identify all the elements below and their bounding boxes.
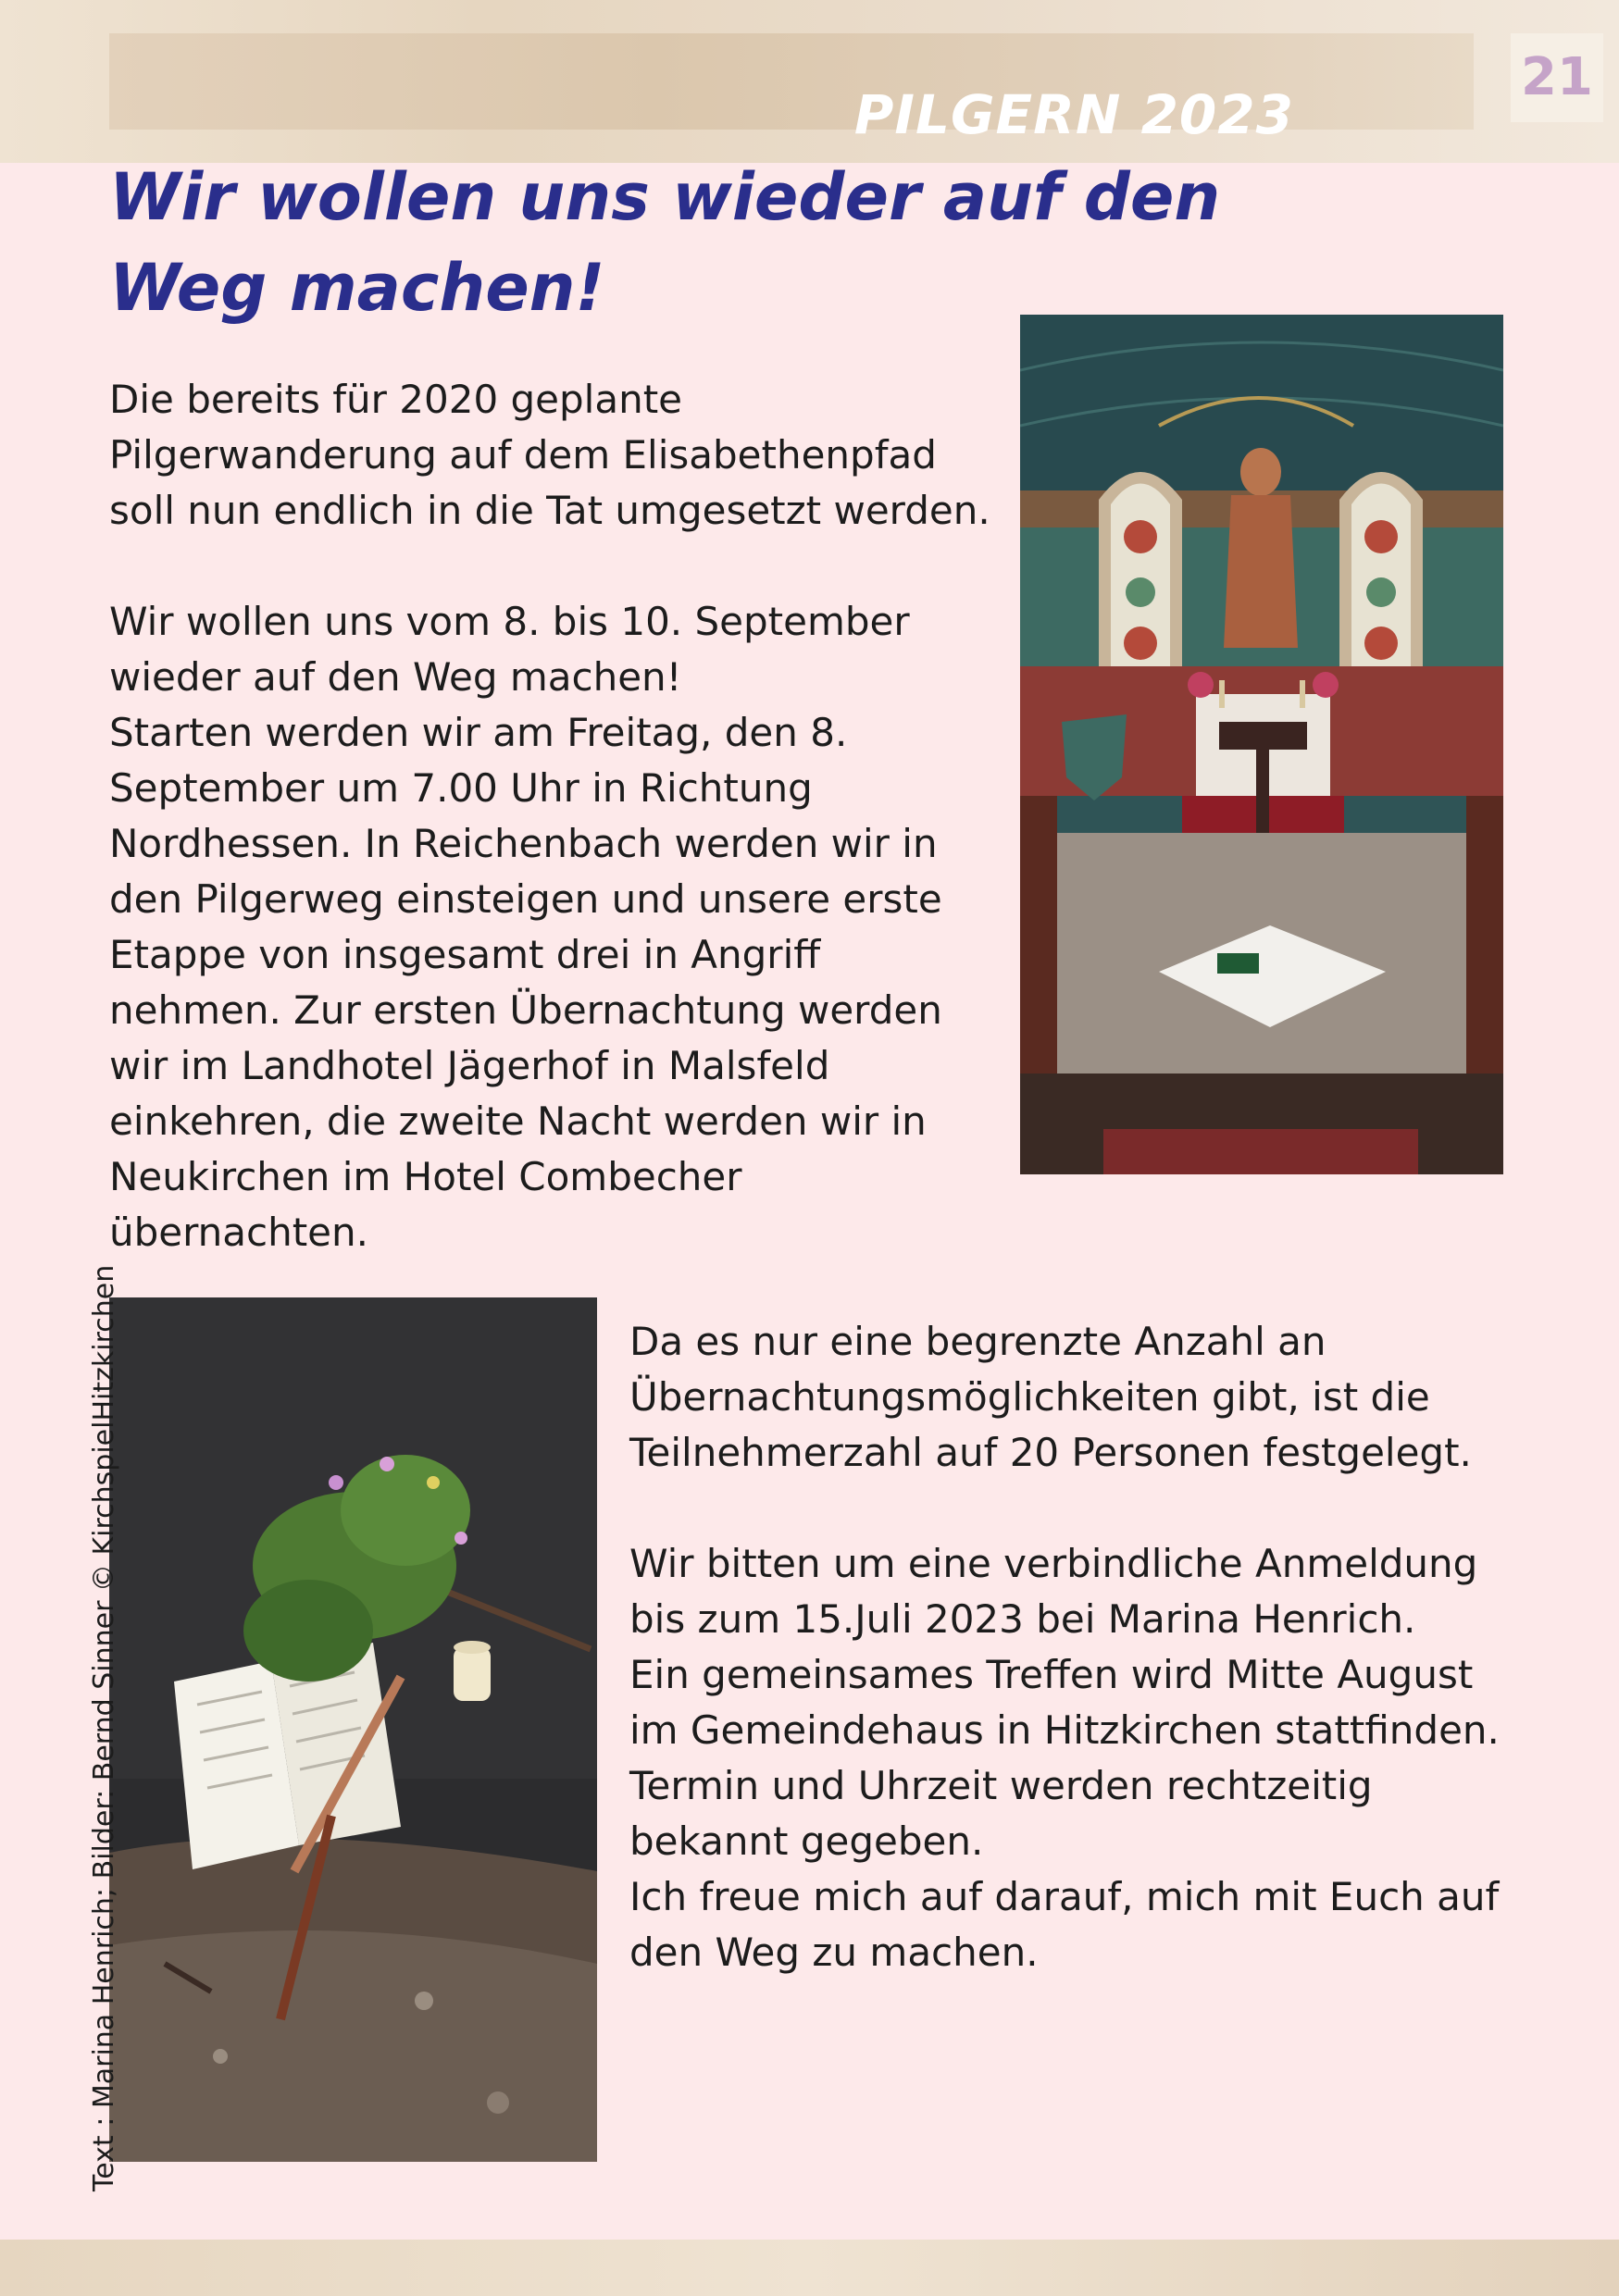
registration-paragraph: Wir bitten um eine verbindliche Anmeldung bis zum 15.Juli 2023 bei Marina Henrich. Ein gemeinsames Treffen wird Mitte August im Gemeindehaus in Hitzkirchen stattfinden. Termin und Uhrzeit werden rechtzeitig bekannt gegeben. Ich freue mich auf darauf, mich mit Euch auf den Weg zu machen. xyxy=(629,1541,1500,1975)
photo-text-credit: Text : Marina Henrich; Bilder: Bernd Sinner © KirchspielHitzkirchen xyxy=(88,1264,120,2191)
chapel-illustration xyxy=(1020,315,1503,1174)
capacity-paragraph: Da es nur eine begrenzte Anzahl an Übernachtungsmöglichkeiten gibt, ist die Teilnehmerzahl auf 20 Personen festgelegt. xyxy=(629,1319,1472,1475)
path-bouquet-photo xyxy=(109,1297,597,2162)
details-paragraph: Wir wollen uns vom 8. bis 10. September wieder auf den Weg machen! Starten werden wir am Freitag, den 8. September um 7.00 Uhr in Richtung Nordhessen. In Reichenbach werden wir in den Pilgerweg einsteigen und unsere erste Etappe von insgesamt drei in Angriff nehmen. Zur ersten Übernachtung werden wir im Landhotel Jägerhof in Malsfeld einkehren, die zweite Nacht werden wir in Neukirchen im Hotel Combecher übernachten. xyxy=(109,599,942,1255)
chapel-interior-photo xyxy=(1020,315,1503,1174)
header-bar xyxy=(109,33,1474,146)
bottom-decorative-band xyxy=(0,2240,1619,2296)
path-illustration xyxy=(109,1297,597,2162)
page-number: 21 xyxy=(1521,47,1593,107)
section-title: PILGERN 2023 xyxy=(853,83,1294,146)
page-number-box xyxy=(1511,33,1603,122)
intro-paragraph: Die bereits für 2020 geplante Pilgerwanderung auf dem Elisabethenpfad soll nun endlich in die Tat umgesetzt werden. xyxy=(109,377,990,533)
article-headline: Wir wollen uns wieder auf den Weg machen! xyxy=(109,159,1221,326)
